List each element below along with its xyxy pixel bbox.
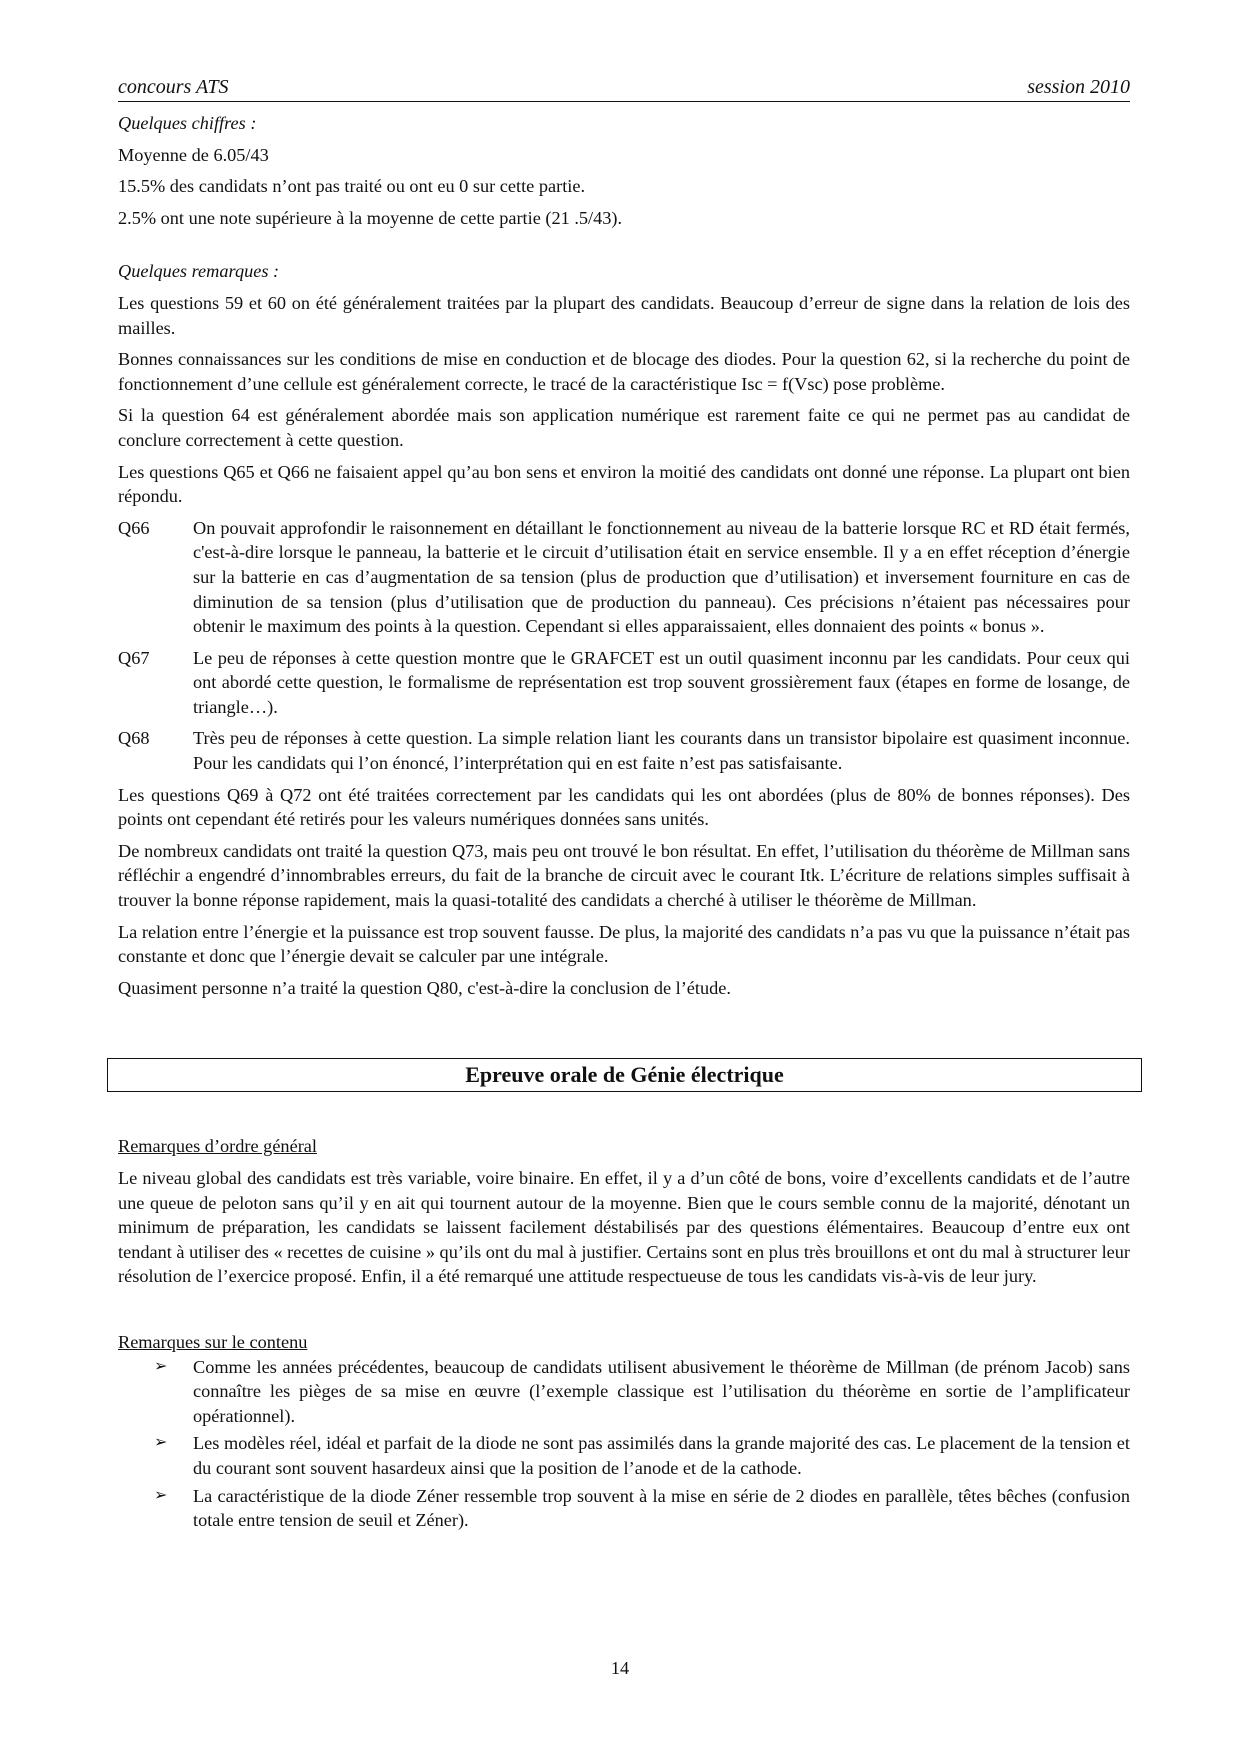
arrow-bullet-icon: ➢ [154, 1357, 168, 1375]
arrow-bullet-icon: ➢ [154, 1434, 168, 1452]
document-page [118, 76, 1130, 1536]
page-number: 14 [610, 1658, 630, 1678]
section-title-box [107, 1058, 1142, 1092]
arrow-bullet-icon: ➢ [154, 1486, 168, 1504]
general-remarks-title: Remarques d’ordre général [118, 1136, 317, 1157]
remarks-paragraph: Les questions Q69 à Q72 ont été traitées correctement par les candidats qui les ont abordées (plus de 80% de bonnes réponses). Des points ont cependant été retirés pour les valeurs numériques données sans unités. [118, 784, 1130, 830]
remarks-paragraph: La relation entre l’énergie et la puissance est trop souvent fausse. De plus, la majorité des candidats n’a pas vu que la puissance n’était pas constante et donc que l’énergie devait se calculer par une intégrale. [118, 921, 1130, 967]
figures-title: Quelques chiffres : [118, 113, 257, 133]
bullet-text: Comme les années précédentes, beaucoup de candidats utilisent abusivement le théorème de Millman (de prénom Jacob) sans connaître les pièges de sa mise en œuvre (l’exemple classique est l’utilisation du théorème en sortie de l’amplificateur opérationnel). [193, 1356, 1130, 1426]
question-row [118, 516, 1130, 639]
question-row [118, 646, 1130, 720]
figures-line: 2.5% ont une note supérieure à la moyenne de cette partie (21 .5/43). [118, 207, 623, 228]
figures-line: 15.5% des candidats n’ont pas traité ou ont eu 0 sur cette partie. [118, 176, 586, 197]
page-header [118, 76, 1130, 102]
remarks-title: Quelques remarques : [118, 261, 280, 282]
bullet-item [118, 1431, 1130, 1480]
question-number: Q67 [118, 647, 150, 668]
question-text: Très peu de réponses à cette question. La simple relation liant les courants dans un transistor bipolaire est quasiment inconnue. Pour les candidats qui l’on énoncé, l’interprétation qui en est faite n’est pas satisfaisante. [193, 728, 1130, 774]
remarks-paragraph: Si la question 64 est généralement abordée mais son application numérique est rarement faite ce qui ne permet pas au candidat de conclure correctement à cette question. [118, 405, 1130, 450]
question-row [118, 726, 1130, 775]
question-text: On pouvait approfondir le raisonnement en détaillant le fonctionnement au niveau de la batterie lorsque RC et RD était fermés, c'est-à-dire lorsque le panneau, la batterie et le circuit d’utilisation était en service ensemble. Il y a en effet réception d’énergie sur la batterie en cas d’augmentation de sa tension (plus de production que d’utilisation) et inversement fourniture en cas de diminution de sa tension (plus d’utilisation que de production du panneau). Ces précisions n’étaient pas nécessaires pour obtenir le maximum des points à la question. Cependant si elles apparaissaient, elles donnaient des points « bonus ». [193, 517, 1130, 637]
header-left: concours ATS [118, 76, 229, 98]
bullet-item [118, 1484, 1130, 1533]
bullet-text: La caractéristique de la diode Zéner ressemble trop souvent à la mise en série de 2 diodes en parallèle, têtes bêches (confusion totale entre tension de seuil et Zéner). [193, 1485, 1130, 1531]
question-number: Q68 [118, 728, 150, 749]
header-right: session 2010 [1027, 76, 1130, 98]
bullet-text: Les modèles réel, idéal et parfait de la diode ne sont pas assimilés dans la grande majorité des cas. Le placement de la tension et du courant sont souvent hasardeux ainsi que la position de l’anode et de la cathode. [193, 1433, 1130, 1478]
remarks-paragraph: Les questions 59 et 60 on été généralement traitées par la plupart des candidats. Beaucoup d’erreur de signe dans la relation de lois des mailles. [118, 292, 1130, 338]
bullet-item [118, 1355, 1130, 1429]
question-number: Q66 [118, 517, 150, 538]
remarks-paragraph: De nombreux candidats ont traité la question Q73, mais peu ont trouvé le bon résultat. En effet, l’utilisation du théorème de Millman sans réfléchir a engendré d’innombrables erreurs, du fait de la branche de circuit avec le courant Itk. L’écriture de relations simples suffisait à trouver la bonne réponse rapidement, mais la quasi-totalité des candidats a cherché à utiliser le théorème de Millman. [118, 840, 1130, 911]
remarks-paragraph: Bonnes connaissances sur les conditions de mise en conduction et de blocage des diodes. Pour la question 62, si la recherche du point de fonctionnement d’une cellule est généralement correcte, le tracé de la caractéristique Isc = f(Vsc) pose problème. [118, 349, 1130, 394]
remarks-paragraph: Les questions Q65 et Q66 ne faisaient appel qu’au bon sens et environ la moitié des candidats ont donné une réponse. La plupart ont bien répondu. [118, 461, 1130, 507]
figures-line: Moyenne de 6.05/43 [118, 144, 269, 165]
content-remarks-title: Remarques sur le contenu [118, 1331, 308, 1352]
section-title: Epreuve orale de Génie électrique [465, 1062, 784, 1088]
question-text: Le peu de réponses à cette question montre que le GRAFCET est un outil quasiment inconnu par les candidats. Pour ceux qui ont abordé cette question, le formalisme de représentation est trop souvent grossièrement faux (étapes en forme de losange, de triangle…). [193, 647, 1130, 717]
remarks-paragraph: Quasiment personne n’a traité la question Q80, c'est-à-dire la conclusion de l’étude. [118, 977, 731, 998]
general-remarks-text: Le niveau global des candidats est très variable, voire binaire. En effet, il y a d’un côté de bons, voire d’excellents candidats et de l’autre une queue de peloton sans qu’il y en ait qui tournent autour de la moyenne. Bien que le cours semble connu de la majorité, dénotant un minimum de préparation, les candidats se laissent facilement déstabilisés par des questions élémentaires. Beaucoup d’entre eux ont tendant à utiliser des « recettes de cuisine » qu’ils ont du mal à justifier. Certains sont en plus très brouillons et ont du mal à structurer leur résolution de l’exercice proposé. Enfin, il a été remarqué une attitude respectueuse de tous les candidats vis-à-vis de leur jury. [118, 1168, 1130, 1287]
